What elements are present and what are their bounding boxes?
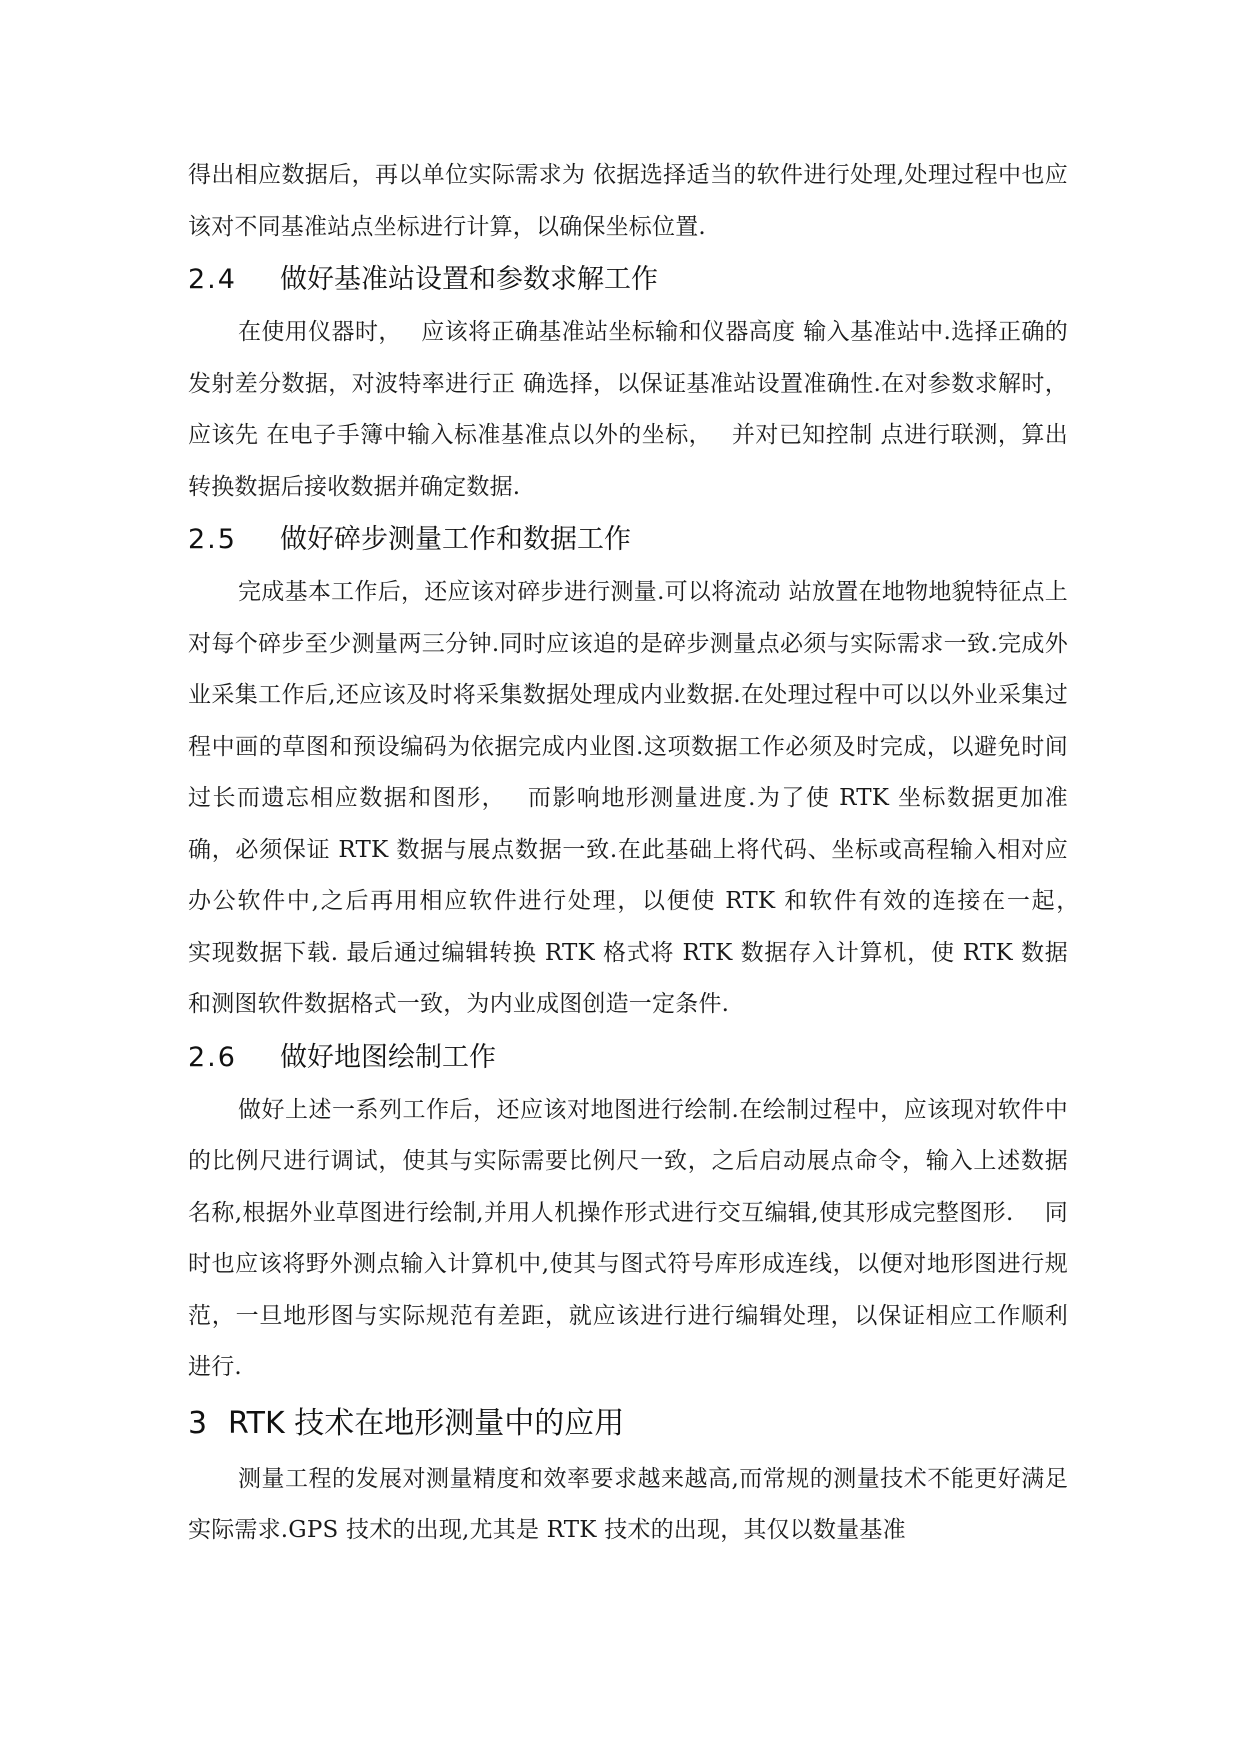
section-heading-2-4 <box>188 253 1068 307</box>
paragraph-rtk-application: 测量工程的发展对测量精度和效率要求越来越高,而常规的测量技术不能更好满足实际需求.GPS 技术的出现,尤其是 RTK 技术的出现，其仅以数量基准 <box>188 1465 1068 1543</box>
section-number: 3 <box>188 1405 210 1441</box>
section-heading-3 <box>188 1394 1068 1454</box>
section-number: 2.4 <box>188 264 237 295</box>
section-heading-2-5 <box>188 513 1068 567</box>
section-number: 2.6 <box>188 1041 237 1073</box>
section-heading-2-6 <box>188 1031 1068 1085</box>
section-number: 2.5 <box>188 524 237 555</box>
paragraph-detail-survey: 完成基本工作后，还应该对碎步进行测量.可以将流动 站放置在地物地貌特征点上对每个碎步至少测量两三分钟.同时应该追的是碎步测量点必须与实际需求一致.完成外业采集工作后,还应该及时将采集数据处理成内业数据.在处理过程中可以以外业采集过程中画的草图和预设编码为依据完成内业图.这项数据工作必须及时完成，以避免时间过长而遗忘相应数据和图形， 而影响地形测量进度.为了使 RTK 坐标数据更加准确，必须保证 RTK 数据与展点数据一致.在此基础上将代码、坐标或高程输入相对应办公软件中,之后再用相应软件进行处理，以便使 RTK 和软件有效的连接在一起， 实现数据下载. 最后通过编辑转换 RTK 格式将 RTK 数据存入计算机，使 RTK 数据和测图软件数据格式一致，为内业成图创造一定条件. <box>188 579 1099 1017</box>
section-title: 做好碎步测量工作和数据工作 <box>280 524 631 555</box>
paragraph-map-drawing: 做好上述一系列工作后，还应该对地图进行绘制.在绘制过程中，应该现对软件中的比例尺进行调试，使其与实际需要比例尺一致，之后启动展点命令，输入上述数据名称,根据外业草图进行绘制,并用人机操作形式进行交互编辑,使其形成完整图形. 同时也应该将野外测点输入计算机中,使其与图式符号库形成连线，以便对地形图进行规范，一旦地形图与实际规范有差距，就应该进行进行编辑处理，以保证相应工作顺利进行. <box>188 1096 1068 1380</box>
paragraph-continuation: 得出相应数据后，再以单位实际需求为 依据选择适当的软件进行处理,处理过程中也应该对不同基准站点坐标进行计算，以确保坐标位置. <box>188 162 1068 240</box>
section-title: RTK 技术在地形测量中的应用 <box>228 1405 625 1441</box>
document-page <box>188 150 1099 1557</box>
section-title: 做好地图绘制工作 <box>280 1041 496 1073</box>
section-title: 做好基准站设置和参数求解工作 <box>280 264 658 295</box>
paragraph-base-station: 在使用仪器时， 应该将正确基准站坐标输和仪器高度 输入基准站中.选择正确的发射差分数据，对波特率进行正 确选择，以保证基准站设置准确性.在对参数求解时，应该先 在电子手簿中输入标准基准点以外的坐标， 并对已知控制 点进行联测，算出转换数据后接收数据并确定数据. <box>188 319 1068 500</box>
